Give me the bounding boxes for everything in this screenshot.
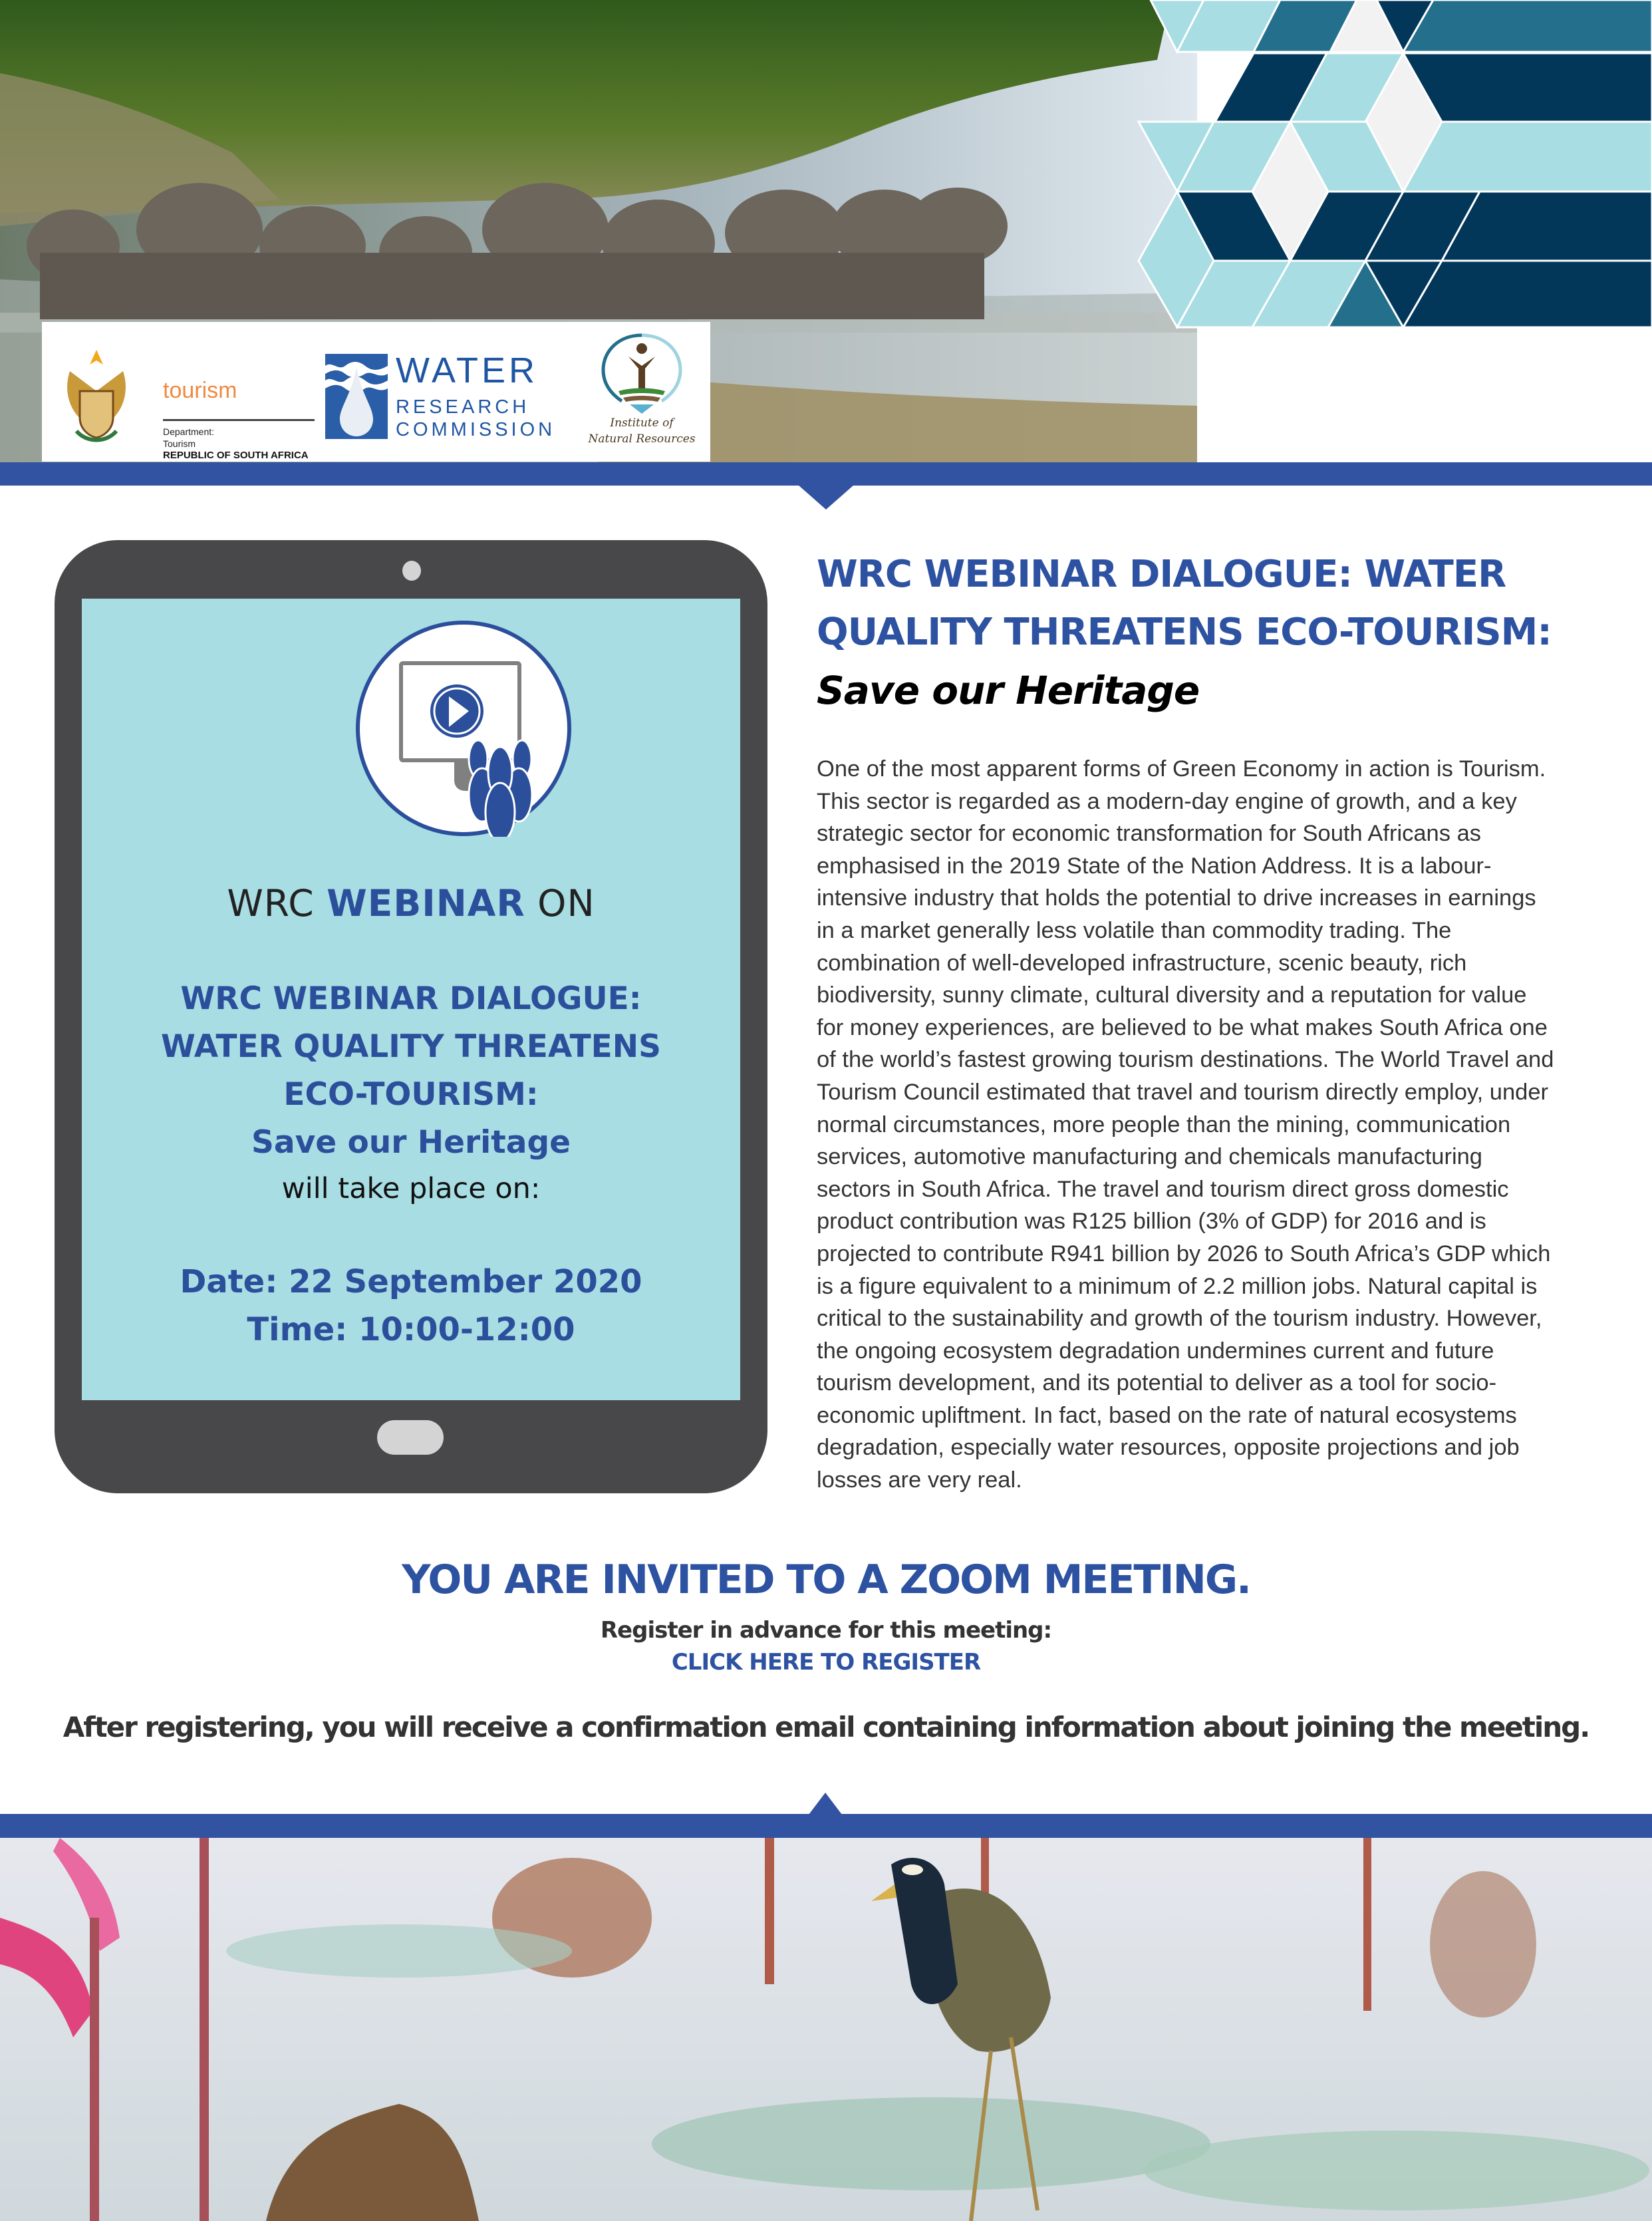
- article-body: [817, 753, 1641, 1497]
- title-line: WRC WEBINAR DIALOGUE: WATER: [817, 553, 1506, 596]
- body-line: of the world’s fastest growing tourism destinations. The World Travel and: [817, 1047, 1554, 1073]
- water-research-commission-logo: [325, 351, 565, 440]
- body-line: sectors in South Africa. The travel and tourism direct gross domestic: [817, 1176, 1509, 1202]
- header-divider-bar: [0, 462, 1652, 486]
- body-line: economic upliftment. In fact, based on the rate of natural ecosystems: [817, 1402, 1517, 1428]
- body-line: services, automotive manufacturing and chemicals manufacturing: [817, 1144, 1482, 1170]
- coat-of-arms-icon: [57, 345, 136, 444]
- register-prompt: Register in advance for this meeting:: [600, 1617, 1052, 1644]
- water-drop-icon: [325, 354, 388, 439]
- divider-notch: [809, 1793, 842, 1815]
- inr-logo-line: Institute of: [610, 416, 674, 430]
- tourism-logo: [57, 345, 309, 461]
- department-label: [163, 426, 214, 450]
- jacana-bird-photo: [0, 1838, 1652, 2221]
- tablet-screen: [82, 599, 740, 1400]
- body-line: critical to the sustainability and growth of the tourism industry. However,: [817, 1306, 1542, 1332]
- body-line: strategic sector for economic transformation for South Africans as: [817, 821, 1482, 847]
- person-landscape-icon: [582, 331, 702, 414]
- divider-notch: [798, 485, 854, 510]
- body-line: intensive industry that holds the potential to drive increases in earnings: [817, 885, 1536, 911]
- confirmation-note: After registering, you will receive a confirmation email containing information about joining the meeting.: [63, 1711, 1589, 1743]
- wrc-logo-line: RESEARCH: [396, 396, 530, 418]
- country-label: REPUBLIC OF SOUTH AFRICA: [163, 450, 309, 461]
- geometric-pattern: [1131, 0, 1652, 462]
- body-line: for money experiences, are believed to be what makes South Africa one: [817, 1014, 1548, 1040]
- tablet-home-button: [377, 1420, 444, 1455]
- divider: [163, 419, 315, 421]
- article-subtitle: Save our Heritage: [817, 668, 1200, 713]
- body-line: is a figure equivalent to a minimum of 2.2 million jobs. Natural capital is: [817, 1273, 1538, 1299]
- dialogue-title-line: WATER QUALITY THREATENS: [161, 1028, 661, 1065]
- body-line: One of the most apparent forms of Green Economy in action is Tourism.: [817, 756, 1546, 782]
- body-line: in a market generally less volatile than commodity trading. The: [817, 917, 1452, 943]
- heading-prefix: WRC: [227, 882, 327, 925]
- wrc-logo-line: COMMISSION: [396, 419, 556, 440]
- dialogue-title-line: ECO-TOURISM:: [283, 1076, 539, 1113]
- webinar-icon: [356, 621, 572, 837]
- invite-section: [0, 1550, 1652, 1679]
- institute-natural-resources-logo: [582, 331, 702, 451]
- body-line: projected to contribute R941 billion by 2026 to South Africa’s GDP which: [817, 1241, 1551, 1266]
- heading-suffix: ON: [525, 882, 595, 925]
- tablet-graphic: [55, 540, 767, 1493]
- body-line: This sector is regarded as a modern-day engine of growth, and a key: [817, 788, 1517, 814]
- footer-divider-bar: [0, 1814, 1652, 1838]
- event-date: Date: 22 September 2020: [180, 1263, 642, 1300]
- invite-heading: YOU ARE INVITED TO A ZOOM MEETING.: [402, 1556, 1250, 1603]
- department-line: Tourism: [163, 438, 196, 449]
- partner-logos: [42, 322, 710, 462]
- body-line: the ongoing ecosystem degradation undermines current and future: [817, 1338, 1494, 1364]
- body-line: combination of well-developed infrastructure, scenic beauty, rich: [817, 950, 1467, 976]
- body-line: biodiversity, sunny climate, cultural diversity and a reputation for value: [817, 982, 1527, 1008]
- header-banner: [0, 0, 1652, 462]
- inr-logo-line: Natural Resources: [588, 432, 696, 446]
- article-title: [817, 545, 1635, 720]
- dialogue-title-line: Save our Heritage: [251, 1124, 571, 1161]
- body-line: tourism development, and its potential to deliver as a tool for socio-: [817, 1370, 1497, 1396]
- body-line: Tourism Council estimated that travel and tourism directly employ, under: [817, 1079, 1548, 1105]
- event-time: Time: 10:00-12:00: [247, 1311, 575, 1348]
- body-line: product contribution was R125 billion (3% of GDP) for 2016 and is: [817, 1209, 1486, 1235]
- heading-bold: WEBINAR: [327, 882, 525, 925]
- title-line: QUALITY THREATENS ECO-TOURISM:: [817, 611, 1552, 654]
- take-place-label: will take place on:: [281, 1172, 541, 1205]
- webinar-heading: [82, 882, 740, 925]
- tourism-wordmark: tourism: [163, 378, 237, 403]
- register-link[interactable]: CLICK HERE TO REGISTER: [671, 1649, 981, 1676]
- department-line: Department:: [163, 426, 215, 437]
- tablet-camera: [402, 561, 421, 581]
- body-line: losses are very real.: [817, 1467, 1022, 1493]
- body-line: degradation, especially water resources, opposite projections and job: [817, 1435, 1520, 1461]
- dialogue-title-line: WRC WEBINAR DIALOGUE:: [180, 980, 642, 1017]
- body-line: normal circumstances, more people than the mining, communication: [817, 1111, 1511, 1137]
- body-line: emphasised in the 2019 State of the Nation Address. It is a labour-: [817, 853, 1492, 879]
- wrc-logo-line: WATER: [396, 351, 538, 390]
